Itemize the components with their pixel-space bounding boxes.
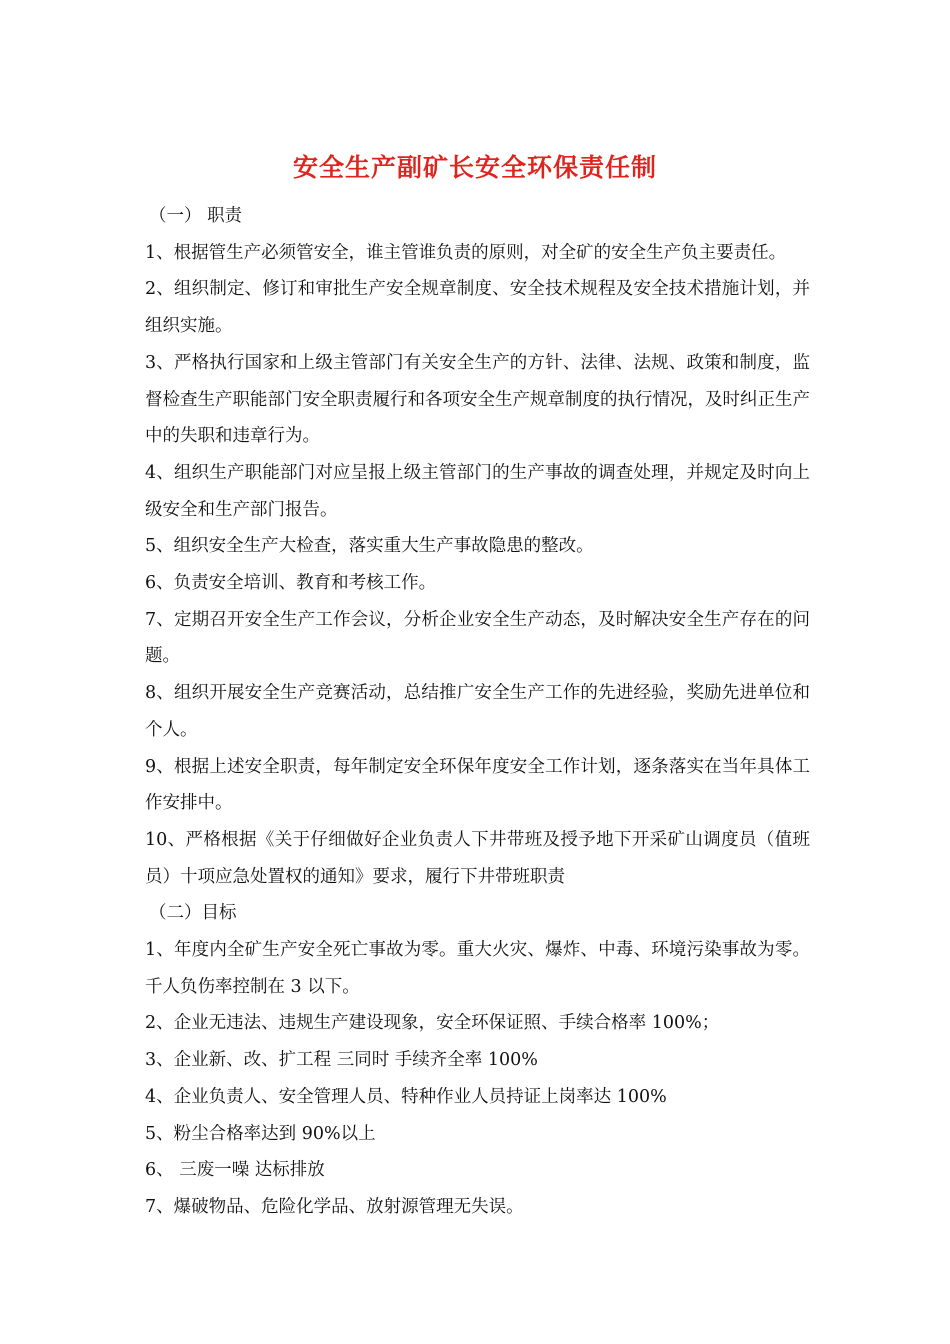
duty-item: 5、组织安全生产大检查，落实重大生产事故隐患的整改。	[145, 536, 594, 557]
section-heading-goals: （二）目标	[149, 903, 237, 924]
duty-item: 7、定期召开安全生产工作会议，分析企业安全生产动态，及时解决安全生产存在的问题。	[145, 609, 810, 667]
goal-item: 4、企业负责人、安全管理人员、特种作业人员持证上岗率达 100%	[145, 1086, 667, 1107]
duty-item: 4、组织生产职能部门对应呈报上级主管部门的生产事故的调查处理，并规定及时向上级安全和生产部门报告。	[145, 462, 810, 520]
goal-item: 5、粉尘合格率达到 90%以上	[145, 1123, 376, 1144]
duty-item: 8、组织开展安全生产竞赛活动，总结推广安全生产工作的先进经验，奖励先进单位和个人。	[145, 683, 810, 740]
goal-item: 3、企业新、改、扩工程 三同时 手续齐全率 100%	[145, 1050, 538, 1071]
duty-item: 3、严格执行国家和上级主管部门有关安全生产的方针、法律、法规、政策和制度，监督检查生产职能部门安全职责履行和各项安全生产规章制度的执行情况，及时纠正生产中的失职和违章行为。	[145, 352, 810, 447]
goal-item: 2、企业无违法、违规生产建设现象，安全环保证照、手续合格率 100%；	[145, 1013, 720, 1034]
duty-item: 2、组织制定、修订和审批生产安全规章制度、安全技术规程及安全技术措施计划，并组织实施。	[145, 279, 810, 337]
duty-item: 9、根据上述安全职责，每年制定安全环保年度安全工作计划，逐条落实在当年具体工作安排中。	[145, 756, 810, 814]
duty-item: 6、负责安全培训、教育和考核工作。	[145, 573, 437, 594]
goal-item: 6、 三废一噪 达标排放	[145, 1160, 325, 1181]
duty-item: 10、严格根据《关于仔细做好企业负责人下井带班及授予地下开采矿山调度员（值班员）十项应急处置权的通知》要求，履行下井带班职责	[145, 829, 810, 887]
section-heading-duties: （一） 职责	[149, 206, 243, 226]
duty-item: 1、根据管生产必须管安全，谁主管谁负责的原则，对全矿的安全生产负主要责任。	[145, 242, 787, 263]
goal-item: 1、年度内全矿生产安全死亡事故为零。重大火灾、爆炸、中毒、环境污染事故为零。千人负伤率控制在 3 以下。	[145, 940, 810, 997]
document-title: 安全生产副矿长安全环保责任制	[292, 153, 657, 182]
goal-item: 7、爆破物品、危险化学品、放射源管理无失误。	[145, 1196, 524, 1217]
document-body	[145, 198, 810, 1226]
